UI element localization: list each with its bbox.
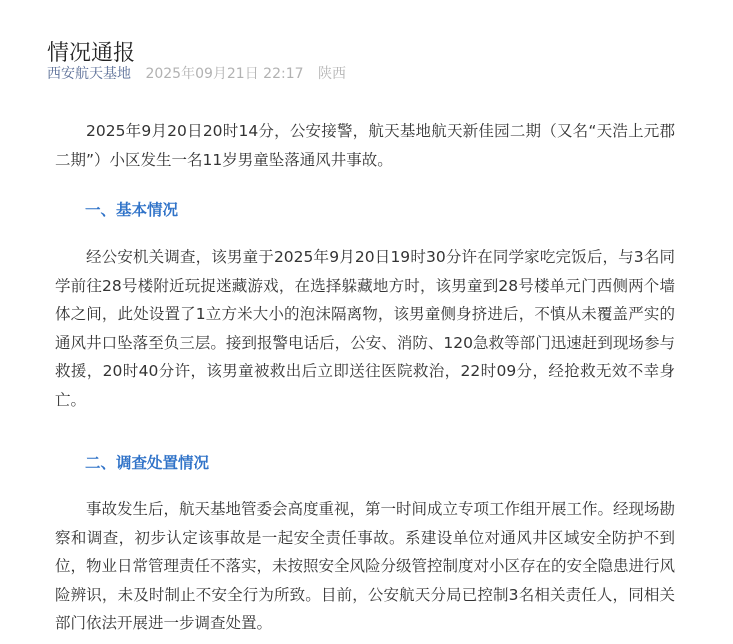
publish-location: 陕西 [317, 66, 346, 82]
paragraph-basic-info: 经公安机关调查，该男童于2025年9月20日19时30分许在同学家吃完饭后，与3名同学前往28号楼附近玩捉迷藏游戏，在选择躲藏地方时，该男童到28号楼单元门西侧两个墙体之间，此处设置了1立方米大小的泡沫隔离物，该男童侧身挤进后，不慎从未覆盖严实的通风井口坠落至负三层。接到报警电话后，公安、消防、120急救等部门迅速赶到现场参与救援，20时40分许，该男童被救出后立即送往医院救治，22时09分，经抢救无效不幸身亡。 [55, 248, 675, 409]
section-heading-investigation: 二、调查处置情况 [85, 454, 210, 472]
paragraph-intro: 2025年9月20日20时14分，公安接警，航天基地航天新佳园二期（又名“天浩上元郡二期”）小区发生一名11岁男童坠落通风井事故。 [55, 122, 675, 169]
publish-date: 2025年09月21日 22:17 [145, 66, 304, 82]
account-name-link[interactable]: 西安航天基地 [47, 66, 131, 82]
article-meta [47, 64, 346, 84]
paragraph-investigation: 事故发生后，航天基地管委会高度重视，第一时间成立专项工作组开展工作。经现场勘察和调查，初步认定该事故是一起安全责任事故。系建设单位对通风井区域安全防护不到位，物业日常管理责任不落实，未按照安全风险分级管控制度对小区存在的安全隐患进行风险辨识，未及时制止不安全行为所致。目前，公安航天分局已控制3名相关责任人，同相关部门依法开展进一步调查处置。 [55, 500, 676, 632]
page-title: 情况通报 [47, 40, 136, 66]
section-heading-basic-info: 一、基本情况 [85, 201, 179, 219]
